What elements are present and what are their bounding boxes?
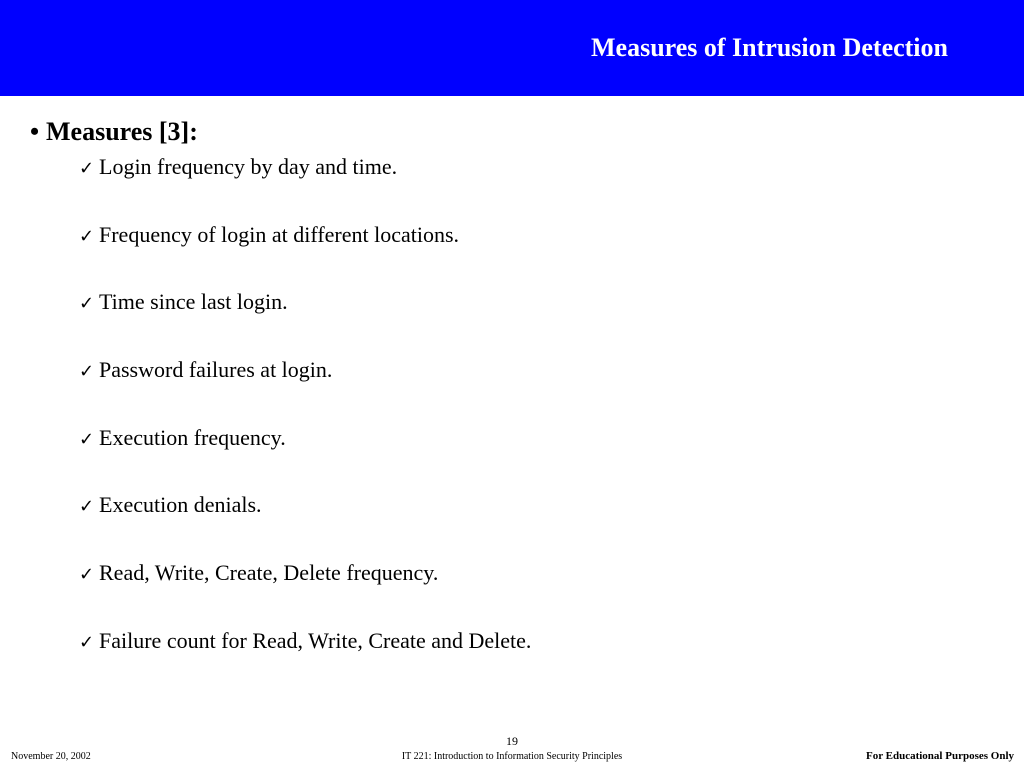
page-number: 19 (506, 734, 518, 748)
bullet-heading-label: Measures [3]: (46, 117, 198, 146)
list-item (79, 355, 531, 423)
checkmark-icon: ✓ (79, 564, 95, 586)
title-bar (0, 0, 1024, 96)
footer-course: IT 221: Introduction to Information Security Principles (401, 751, 623, 762)
list-item-text: Read, Write, Create, Delete frequency. (99, 560, 439, 586)
checkmark-icon: ✓ (79, 631, 95, 653)
list-item (79, 626, 531, 694)
checkmark-icon: ✓ (79, 293, 95, 315)
list-item (79, 152, 531, 220)
footer-date: November 20, 2002 (11, 751, 91, 762)
checkmark-icon: ✓ (79, 428, 95, 450)
list-item-text: Password failures at login. (99, 357, 333, 383)
bullet-heading (30, 117, 198, 147)
footer-note: For Educational Purposes Only (865, 750, 1014, 762)
checkmark-icon: ✓ (79, 158, 95, 179)
slide-title: Measures of Intrusion Detection (591, 33, 948, 62)
list-item-text: Execution denials. (99, 492, 262, 518)
list-item (79, 558, 531, 626)
list-item-text: Execution frequency. (99, 424, 286, 450)
list-item-text: Frequency of login at different locations. (99, 221, 460, 247)
checkmark-icon: ✓ (79, 225, 95, 247)
list-item (79, 423, 531, 491)
list-item (79, 490, 531, 558)
list-item (79, 220, 531, 288)
checkmark-icon: ✓ (79, 361, 95, 383)
list-item (79, 287, 531, 355)
checkmark-icon: ✓ (79, 496, 95, 518)
measures-list (79, 152, 531, 694)
list-item-text: Login frequency by day and time. (99, 154, 398, 179)
bullet-icon: • (30, 117, 40, 146)
list-item-text: Failure count for Read, Write, Create and Delete. (99, 627, 532, 653)
list-item-text: Time since last login. (99, 289, 288, 315)
